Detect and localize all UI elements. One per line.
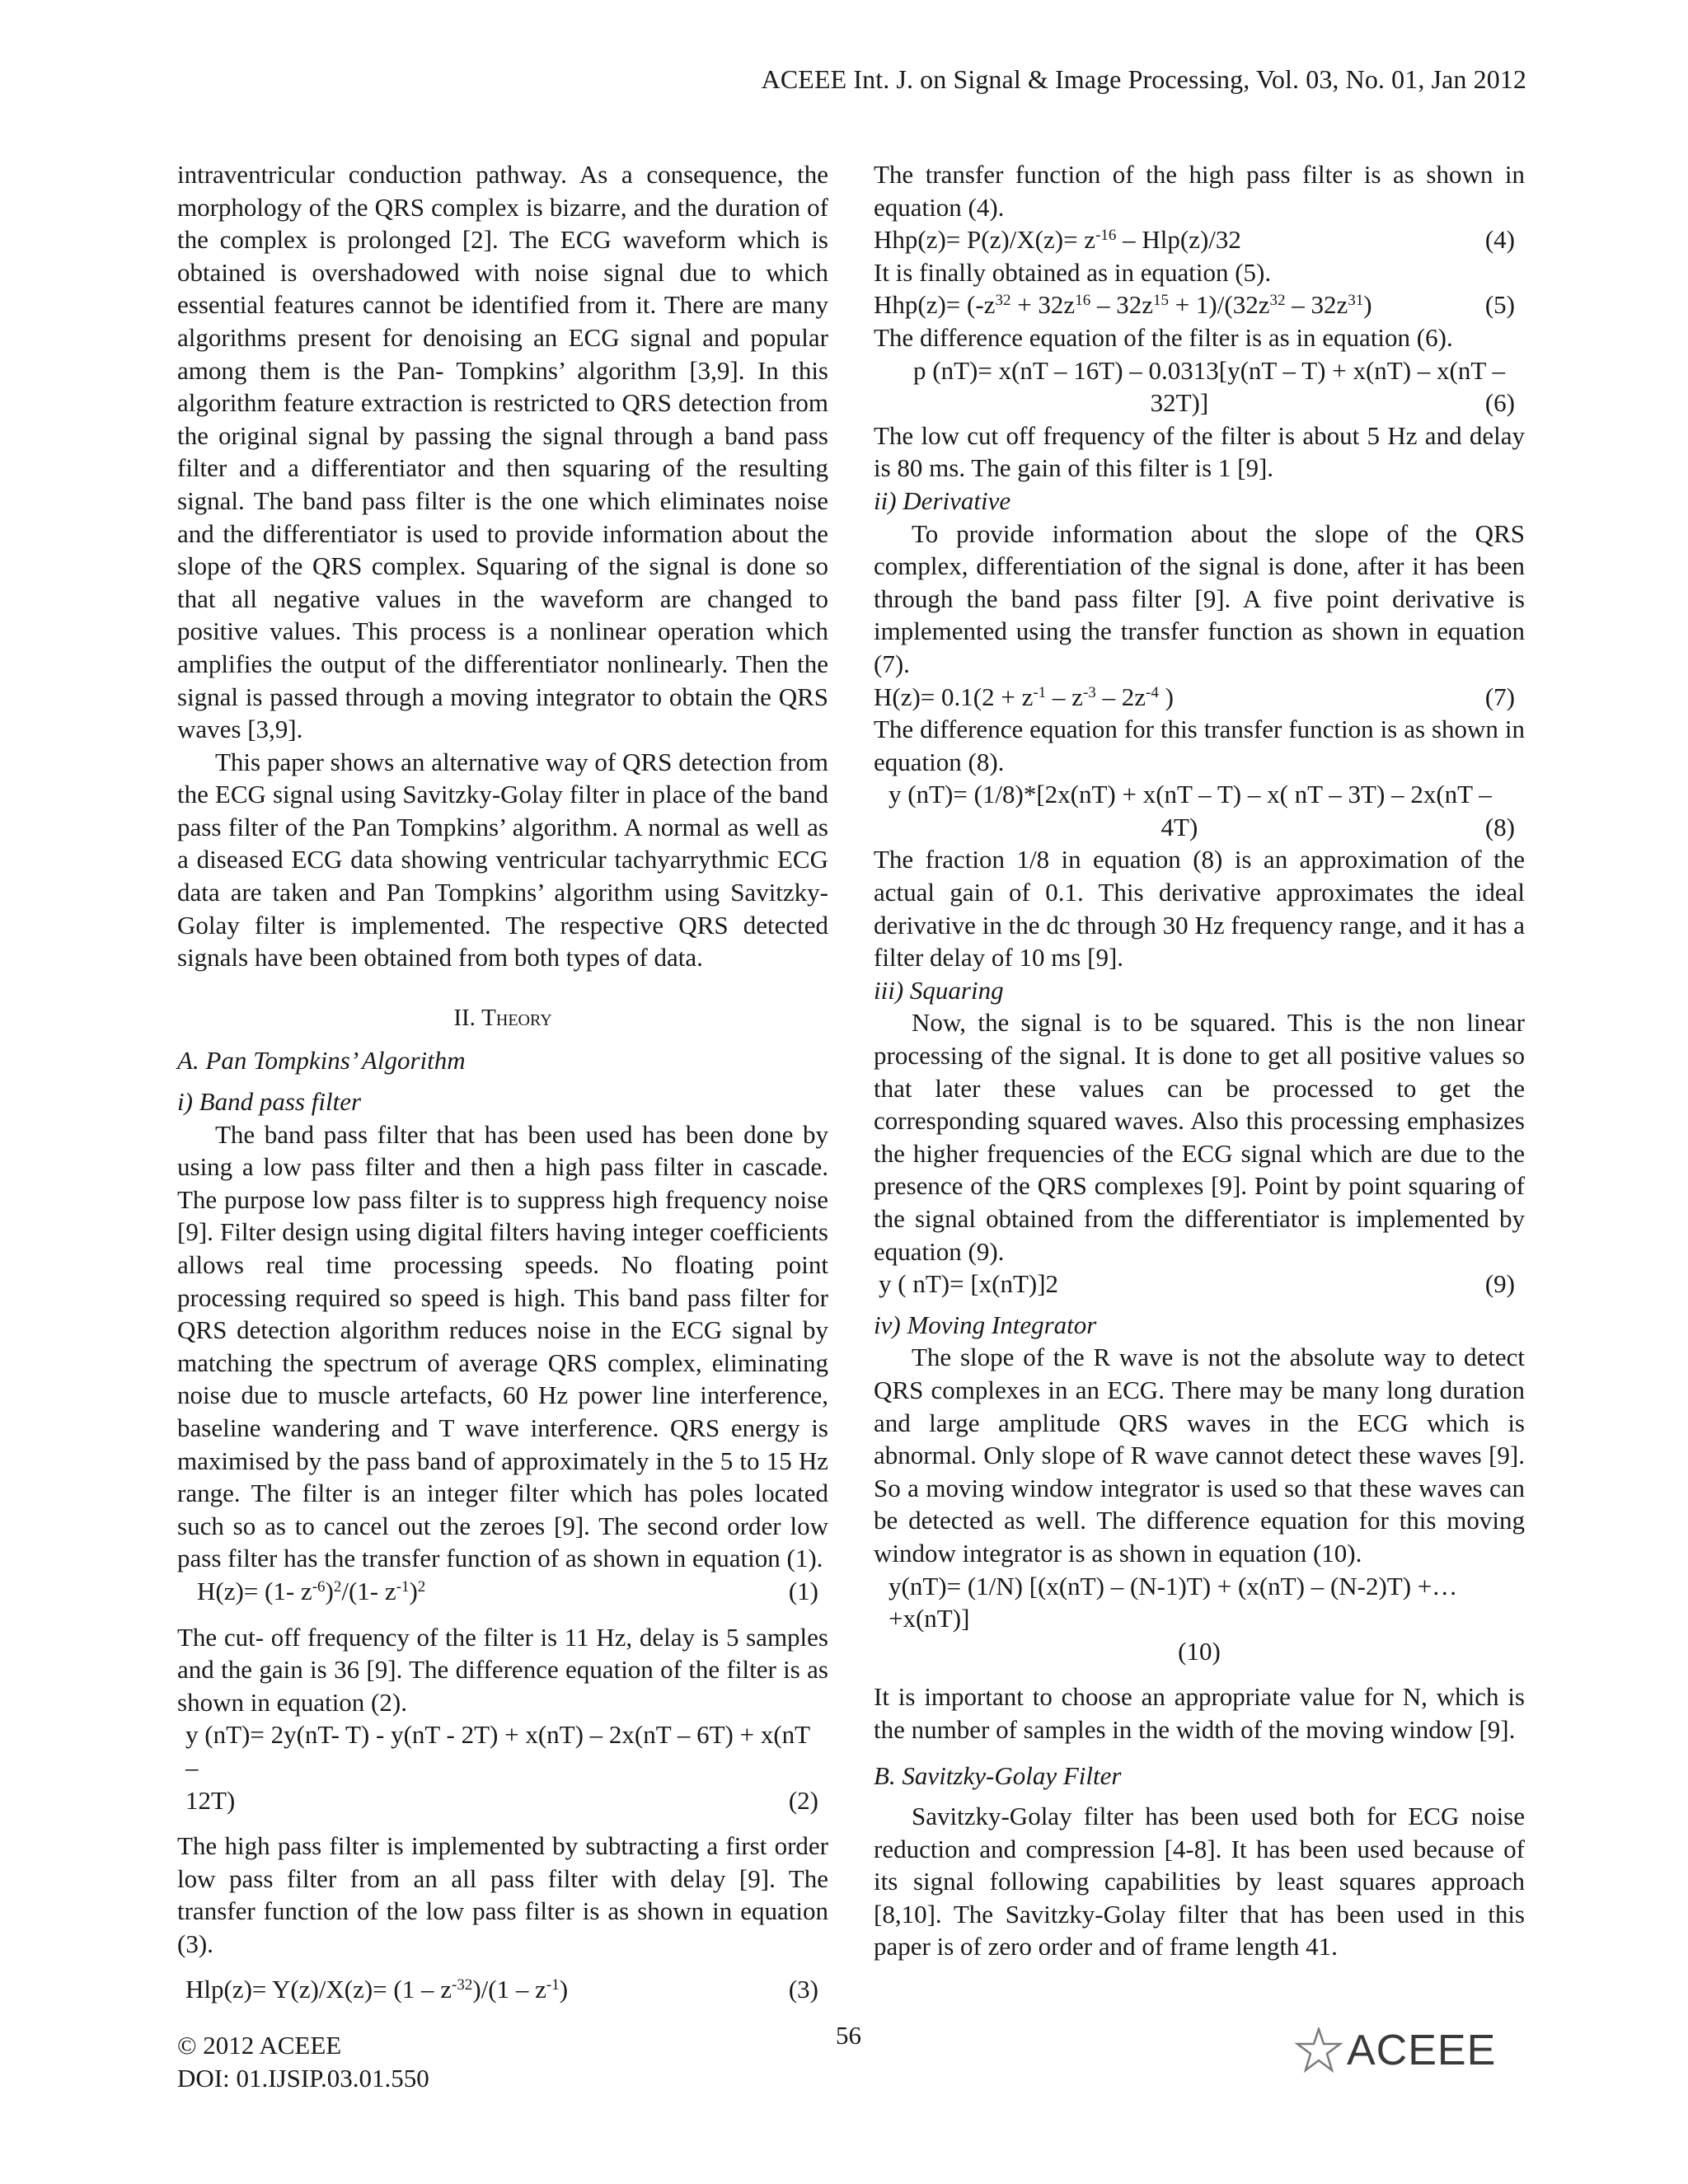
paragraph: It is finally obtained as in equation (5). <box>874 257 1272 287</box>
equation-1: H(z)= (1- $z^{-6})^2/(1-$ $z^{-1})^2$ (1) <box>197 1576 818 1605</box>
logo-text: ACEEE <box>1347 2027 1497 2074</box>
paragraph: The cut- off frequency of the filter is 11 Hz, delay is 5 samples and the gain is 36 [9]. The difference equation of the filter is as shown in equation (2). <box>177 1622 828 1717</box>
subsection-heading: A. Pan Tompkins’ Algorithm <box>177 1046 466 1076</box>
equation-6: p (nT)= x(nT – 16T) – 0.0313[y(nT – T) + x(nT) – x(nT – 32T)] (6) <box>913 355 1515 418</box>
copyright: © 2012 ACEEE <box>177 2031 342 2060</box>
equation-2: y (nT)= 2y(nT- T) - y(nT - 2T) + x(nT) – 2x(nT – 6T) + x(nT – 12T) (2) <box>185 1720 818 1815</box>
equation-5: $Hhp(z)= (-z^{32} + 32z^{16} - 32z^{15} + 1)/(32z^{32} - 32z^{31})$ (5) <box>874 290 1515 320</box>
paragraph: The fraction 1/8 in equation (8) is an approximation of the actual gain of 0.1. This derivative approximates the ideal derivative in the dc through 30 Hz frequency range, and it has a filter delay of 10 ms [9]. <box>874 845 1525 972</box>
left-column <box>177 158 828 2006</box>
subsubsection-heading: iv) Moving Integrator <box>874 1310 1097 1339</box>
footer-info <box>177 2029 429 2095</box>
subsection-heading: B. Savitzky-Golay Filter <box>874 1760 1122 1790</box>
doi: DOI: 01.IJSIP.03.01.550 <box>177 2064 429 2093</box>
paragraph: Now, the signal is to be squared. This is the non linear processing of the signal. It is done to get all positive values so that later these values can be processed to get the corresponding squared waves. Also this processing emphasizes the higher frequencies of the ECG signal which are due to the presence of the QRS complexes [9]. Point by point squaring of the signal obtained from the differentiator is implemented by equation (9). <box>874 1008 1525 1266</box>
paragraph: The high pass filter is implemented by subtracting a first order low pass filter from an all pass filter with delay [9]. The transfer function of the low pass filter is as shown in equation (3). <box>177 1831 828 1958</box>
subsubsection-heading: iii) Squaring <box>874 975 1004 1005</box>
paragraph: The transfer function of the high pass filter is as shown in equation (4). <box>874 160 1525 222</box>
paragraph: Savitzky-Golay filter has been used both for ECG noise reduction and compression [4-8]. It has been used because of its signal following capabilities by least squares approach [8,10]. The Savitzky-Golay filter that has been used in this paper is of zero order and of frame length 41. <box>874 1802 1525 1961</box>
paragraph: The difference equation for this transfer function is as shown in equation (8). <box>874 715 1525 776</box>
section-heading: II. Theory <box>453 1004 552 1031</box>
paragraph: The slope of the R wave is not the absolute way to detect QRS complexes in an ECG. There may be many long duration and large amplitude QRS waves in the ECG which is abnormal. Only slope of R wave cannot detect these waves [9]. So a moving window integrator is used so that these waves can be detected as well. The difference equation for this moving window integrator is as shown in equation (10). <box>874 1343 1525 1568</box>
equation-10: y(nT)= (1/N) [(x(nT) – (N-1)T) + (x(nT) – (N-2)T) +…+x(nT)] (10) <box>889 1571 1458 1666</box>
aceee-logo <box>1294 2026 1496 2075</box>
journal-header: ACEEE Int. J. on Signal & Image Processing, Vol. 03, No. 01, Jan 2012 <box>761 64 1526 94</box>
star-icon <box>1294 2027 1343 2074</box>
page-number: 56 <box>836 2021 861 2050</box>
subsubsection-heading: i) Band pass filter <box>177 1087 362 1117</box>
paragraph: The low cut off frequency of the filter is about 5 Hz and delay is 80 ms. The gain of this filter is 1 [9]. <box>874 420 1525 483</box>
paragraph: It is important to choose an appropriate value for N, which is the number of samples in the width of the moving window [9]. <box>874 1682 1525 1744</box>
equation-4: $Hhp(z)= P(z)/X(z)= z^{-16} - Hlp(z)/32$ (4) <box>874 225 1515 255</box>
equation-8: y (nT)= (1/8)*[2x(nT) + x(nT – T) – x( nT – 3T) – 2x(nT – 4T) (8) <box>889 780 1515 841</box>
right-column <box>874 158 1525 1963</box>
paragraph: The difference equation of the filter is as in equation (6). <box>874 322 1453 352</box>
equation-9: y ( nT)= [x(nT)]2 (9) <box>879 1269 1515 1299</box>
equation-7: $H(z)= 0.1(2 + z^{-1} - z^{-3} - 2z^{-4}$ ) (7) <box>874 682 1515 711</box>
subsubsection-heading: ii) Derivative <box>874 485 1011 515</box>
equation-3: $Hlp(z)= Y(z)/X(z)= (1 - z^{-32})/(1 - z^{-1})$ (3) <box>185 1975 818 2004</box>
paragraph: This paper shows an alternative way of QRS detection from the ECG signal using Savitzky-Golay filter in place of the band pass filter of the Pan Tompkins’ algorithm. A normal as well as a diseased ECG data showing ventricular tachyarrythmic ECG data are taken and Pan Tompkins’ algorithm using Savitzky-Golay filter is implemented. The respective QRS detected signals have been obtained from both types of data. <box>177 747 828 972</box>
paragraph: To provide information about the slope of the QRS complex, differentiation of the signal is done, after it has been through the band pass filter [9]. A five point derivative is implemented using the transfer function as shown in equation (7). <box>874 518 1525 678</box>
paragraph: The band pass filter that has been used has been done by using a low pass filter and then a high pass filter in cascade. The purpose low pass filter is to suppress high frequency noise [9]. Filter design using digital filters having integer coefficients allows real time processing speeds. No floating point processing required so speed is high. This band pass filter for QRS detection algorithm reduces noise in the ECG signal by matching the spectrum of average QRS complex, eliminating noise due to muscle artefacts, 60 Hz power line interference, baseline wandering and T wave interference. QRS energy is maximised by the pass band of approximately in the 5 to 15 Hz range. The filter is an integer filter which has poles located such so as to cancel out the zeroes [9]. The second order low pass filter has the transfer function of as shown in equation (1). <box>177 1119 828 1573</box>
paragraph: intraventricular conduction pathway. As a consequence, the morphology of the QRS complex is bizarre, and the duration of the complex is prolonged [2]. The ECG waveform which is obtained is overshadowed with noise signal due to which essential features cannot be identified from it. There are many algorithms present for denoising an ECG signal and popular among them is the Pan- Tompkins’ algorithm [3,9]. In this algorithm feature extraction is restricted to QRS detection from the original signal by passing the signal through a band pass filter and a differentiator and then squaring of the resulting signal. The band pass filter is the one which eliminates noise and the differentiator is used to provide information about the slope of the QRS complex. Squaring of the signal is done so that all negative values in the waveform are changed to positive values. This process is a nonlinear operation which amplifies the output of the differentiator nonlinearly. Then the signal is passed through a moving integrator to obtain the QRS waves [3,9]. <box>177 160 828 744</box>
